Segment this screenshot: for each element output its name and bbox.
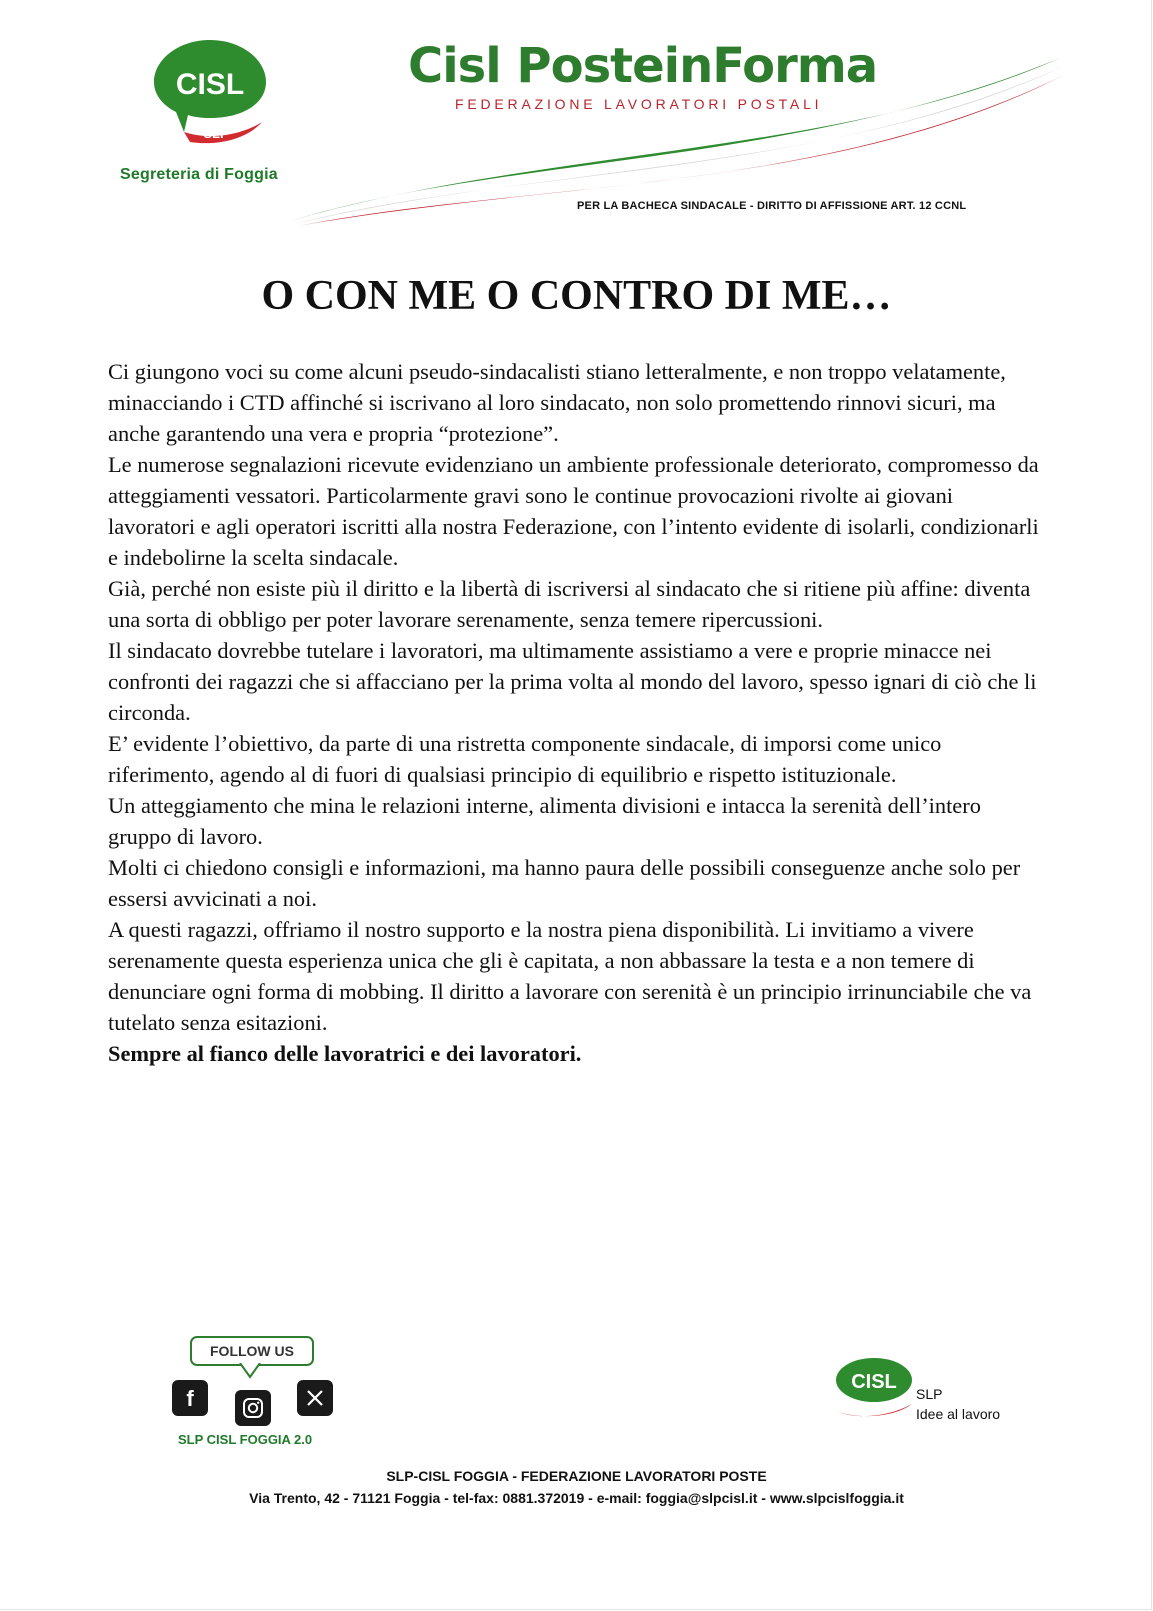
slp-label: SLP bbox=[916, 1386, 943, 1402]
svg-text:f: f bbox=[186, 1387, 194, 1409]
paragraph: Già, perché non esiste più il diritto e la libertà di iscriversi al sindacato che si ritiene più affine: diventa una sorta di obbligo per poter lavorare serenamente, senza temere ripercussioni. bbox=[108, 576, 1031, 632]
paragraph: Il sindacato dovrebbe tutelare i lavoratori, ma ultimamente assistiamo a vere e proprie minacce nei confronti dei ragazzi che si affacciano per la prima volta al mondo del lavoro, spesso ignari di ciò che li circonda. bbox=[108, 638, 1037, 725]
cisl-logo-text: CISL bbox=[175, 68, 245, 101]
paragraph: Le numerose segnalazioni ricevute evidenziano un ambiente professionale deteriorato, compromesso da atteggiamenti vessatori. Particolarmente gravi sono le continue provocazioni rivolte ai giovani lavoratori e agli operatori iscritti alla nostra Federazione, con l’intento evidente di isolarli, condizionarli e indebolirne la scelta sindacale. bbox=[108, 452, 1039, 570]
paragraph: Un atteggiamento che mina le relazioni interne, alimenta divisioni e intacca la serenità dell’intero gruppo di lavoro. bbox=[108, 793, 981, 849]
cisl-logo bbox=[150, 36, 270, 146]
x-icon[interactable] bbox=[297, 1380, 333, 1416]
cisl-logo-sub: SLP bbox=[203, 126, 229, 141]
footer-contacts: Via Trento, 42 - 71121 Foggia - tel-fax: 0881.372019 - e-mail: foggia@slpcisl.it - www.slpcislfoggia.it bbox=[249, 1490, 904, 1506]
paragraph: Ci giungono voci su come alcuni pseudo-sindacalisti stiano letteralmente, e non troppo velatamente, minacciando i CTD affinché si iscrivano al loro sindacato, non solo promettendo rinnovi sicuri, ma anche garantendo una vera e propria “protezione”. bbox=[108, 359, 1006, 446]
footer-organization: SLP-CISL FOGGIA - FEDERAZIONE LAVORATORI POSTE bbox=[386, 1468, 767, 1484]
article-body bbox=[108, 356, 1043, 1069]
instagram-icon[interactable] bbox=[235, 1390, 271, 1426]
paragraph: E’ evidente l’obiettivo, da parte di una ristretta componente sindacale, di imporsi come unico riferimento, agendo al di fuori di qualsiasi principio di equilibrio e rispetto istituzionale. bbox=[108, 731, 942, 787]
paragraph: A questi ragazzi, offriamo il nostro supporto e la nostra piena disponibilità. Li invitiamo a vivere serenamente questa esperienza unica che gli è capitata, a non abbassare la testa e a non temere di denunciare ogni forma di mobbing. Il diritto a lavorare con serenità è un principio irrinunciabile che va tutelato senza esitazioni. bbox=[108, 917, 1032, 1035]
closing-line: Sempre al fianco delle lavoratrici e dei lavoratori. bbox=[108, 1041, 582, 1066]
page-title: O CON ME O CONTRO DI ME… bbox=[261, 273, 892, 319]
tagline: Idee al lavoro bbox=[916, 1406, 1001, 1422]
cisl-small-logo-text: CISL bbox=[851, 1371, 897, 1393]
follow-us-badge: FOLLOW US bbox=[190, 1336, 314, 1366]
facebook-icon[interactable] bbox=[172, 1380, 208, 1416]
segreteria-label: Segreteria di Foggia bbox=[120, 166, 278, 183]
cisl-small-logo bbox=[834, 1354, 916, 1418]
federazione-subtitle: FEDERAZIONE LAVORATORI POSTALI bbox=[455, 96, 823, 112]
bacheca-notice: PER LA BACHECA SINDACALE - DIRITTO DI AFFISSIONE ART. 12 CCNL bbox=[577, 200, 967, 212]
follow-bubble-tail bbox=[238, 1363, 262, 1379]
masthead-title: Cisl PosteinForma bbox=[408, 38, 878, 94]
paragraph: Molti ci chiedono consigli e informazioni, ma hanno paura delle possibili conseguenze anche solo per essersi avvicinati a noi. bbox=[108, 855, 1021, 911]
social-handle: SLP CISL FOGGIA 2.0 bbox=[178, 1432, 313, 1447]
